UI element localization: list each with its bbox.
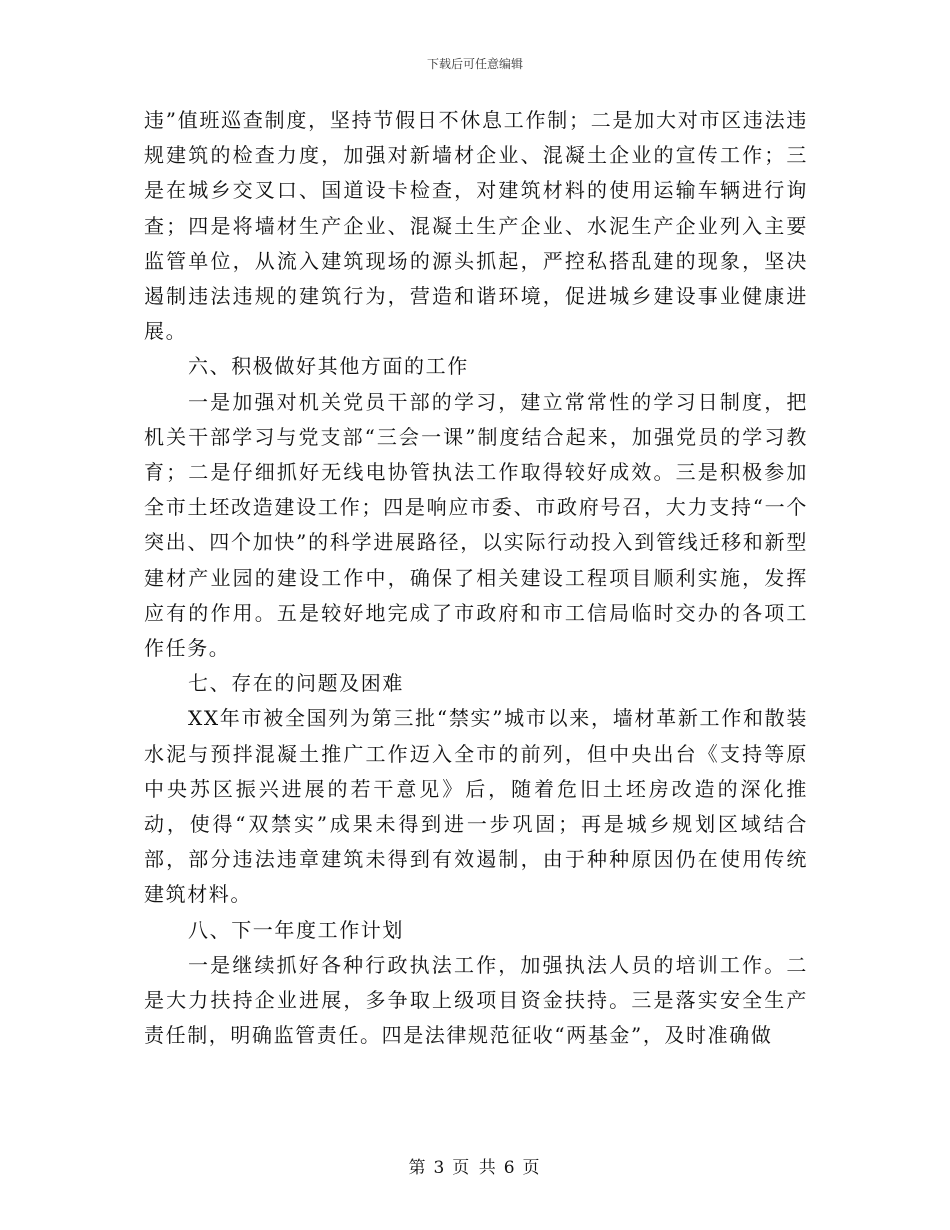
paragraph-section-8: 一是继续抓好各种行政执法工作，加强执法人员的培训工作。二是大力扶持企业进展，多争取上级项目资金扶持。三是落实安全生产责任制，明确监管责任。四是法律规范征收“两基金”，及时准确做 — [144, 952, 808, 1048]
paragraph-section-6: 一是加强对机关党员干部的学习，建立常常性的学习日制度，把机关干部学习与党支部“三会一课”制度结合起来，加强党员的学习教育；二是仔细抓好无线电协管执法工作取得较好成效。三是积极参加全市土坯改造建设工作；四是响应市委、市政府号召，大力支持“一个突出、四个加快”的科学进展路径，以实际行动投入到管线迁移和新型建材产业园的建设工作中，确保了相关建设工程项目顺利实施，发挥应有的作用。五是较好地完成了市政府和市工信局临时交办的各项工作任务。 — [144, 389, 808, 661]
page-label-prefix: 第 — [408, 1158, 428, 1178]
paragraph-continuation: 违”值班巡查制度，坚持节假日不休息工作制；二是加大对市区违法违规建筑的检查力度，加强对新墙材企业、混凝土企业的宣传工作；三是在城乡交叉口、国道设卡检查，对建筑材料的使用运输车辆进行询查；四是将墙材生产企业、混凝土生产企业、水泥生产企业列入主要监管单位，从流入建筑现场的源头抓起，严控私搭乱建的现象，坚决遏制违法违规的建筑行为，营造和谐环境，促进城乡建设事业健康进展。 — [144, 108, 808, 344]
page-label-suffix: 页 — [522, 1158, 542, 1178]
current-page-number: 3 — [433, 1158, 447, 1178]
section-heading-6: 六、积极做好其他方面的工作 — [188, 354, 469, 379]
section-heading-8: 八、下一年度工作计划 — [188, 917, 404, 942]
page-label-mid: 页 共 — [452, 1158, 498, 1178]
page-footer — [0, 1153, 950, 1178]
page-header: 下载后可任意编辑 — [426, 57, 523, 71]
section-heading-7: 七、存在的问题及困难 — [188, 671, 404, 696]
total-pages-number: 6 — [503, 1158, 517, 1178]
paragraph-section-7: XX年市被全国列为第三批“禁实”城市以来，墙材革新工作和散装水泥与预拌混凝土推广工作迈入全市的前列，但中央出台《支持等原中央苏区振兴进展的若干意见》后，随着危旧土坯房改造的深化推动，使得“双禁实”成果未得到进一步巩固；再是城乡规划区域结合部，部分违法违章建筑未得到有效遏制，由于种种原因仍在使用传统建筑材料。 — [144, 706, 808, 907]
document-body — [144, 103, 808, 1053]
